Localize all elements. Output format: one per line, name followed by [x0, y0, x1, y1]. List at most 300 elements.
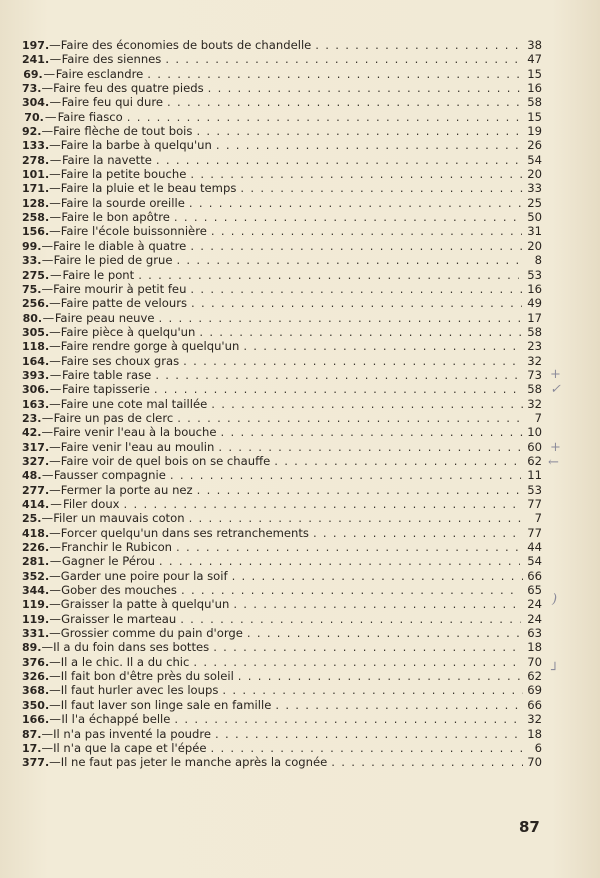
list-item [22, 397, 542, 411]
entry-expression: Filer doux [63, 497, 120, 511]
entry-dash: — [49, 195, 61, 210]
dot-leader [165, 52, 520, 66]
entry-number: 377. [22, 756, 50, 770]
entry-page-ref: 15 [527, 66, 542, 81]
entry-expression: Faire tapisserie [62, 382, 150, 397]
entry-dash: — [49, 525, 61, 540]
entry-dash: — [50, 267, 62, 282]
entry-dash: — [49, 52, 62, 67]
dot-leader [238, 669, 523, 683]
entry-expression: Il a le chic. Il a du chic [60, 654, 190, 669]
entry-page-ref: 8 [534, 253, 542, 268]
entry-number: 119. [22, 598, 50, 612]
entry-expression: Il faut hurler avec les loups [60, 683, 219, 698]
entry-dash: — [43, 66, 56, 81]
list-item [22, 569, 542, 583]
entry-number: 17. [22, 741, 42, 755]
entry-page-ref: 10 [527, 425, 542, 440]
list-item [22, 282, 542, 296]
dot-leader [190, 239, 521, 253]
dot-leader [167, 95, 520, 109]
entry-page-ref: 58 [527, 324, 542, 339]
entry-page-ref: 58 [527, 95, 543, 110]
list-item [22, 311, 542, 325]
entry-number: 42. [22, 426, 42, 440]
entry-page-ref: 16 [527, 281, 543, 296]
entry-page-ref: 62 [527, 669, 542, 684]
entry-dash: — [49, 583, 61, 598]
dot-leader [177, 411, 521, 425]
entry-number: 25. [22, 512, 42, 526]
entry-dash: — [49, 626, 61, 641]
entry-number: 163. [22, 397, 50, 411]
entry-page-ref: 18 [527, 640, 542, 655]
entry-number: 101. [22, 168, 50, 182]
entry-page-ref: 32 [527, 353, 542, 368]
entry-dash: — [49, 367, 62, 382]
pencil-mark-icon: + [550, 440, 561, 455]
entry-number: 128. [22, 196, 50, 210]
entry-number: 241. [22, 53, 50, 67]
list-item [22, 554, 542, 568]
entry-expression: Faire des économies de bouts de chandelle [60, 38, 312, 52]
entry-page-ref: 32 [527, 712, 542, 727]
entry-dash: — [41, 511, 54, 526]
entry-page-ref: 53 [527, 267, 542, 282]
list-item [22, 683, 542, 697]
page-number: 87 [519, 818, 540, 836]
dot-leader [274, 454, 523, 468]
entry-number: 393. [22, 368, 50, 382]
entry-expression: Faire le diable à quatre [53, 238, 187, 253]
entry-number: 99. [22, 239, 42, 253]
list-item [22, 597, 542, 611]
dot-leader [138, 268, 519, 282]
entry-expression: Faire voir de quel bois on se chauffe [60, 453, 271, 468]
entry-number: 48. [22, 469, 42, 483]
dot-leader [197, 483, 522, 497]
list-item [22, 196, 542, 210]
list-item [22, 612, 542, 626]
entry-number: 368. [22, 684, 50, 698]
dot-leader [243, 339, 523, 353]
dot-leader [176, 540, 521, 554]
list-item [22, 540, 542, 554]
entry-number: 275. [22, 268, 50, 282]
dot-leader [190, 282, 521, 296]
entry-number: 317. [22, 440, 50, 454]
pencil-mark-icon: ┘ [551, 663, 559, 678]
list-item [22, 95, 542, 109]
entry-dash: — [49, 396, 61, 411]
entry-page-ref: 15 [527, 109, 542, 124]
list-item [22, 210, 542, 224]
list-item [22, 253, 542, 267]
entry-number: 75. [22, 282, 42, 296]
dot-leader [181, 583, 521, 597]
entry-dash: — [49, 296, 61, 311]
entry-page-ref: 32 [527, 396, 542, 411]
entry-expression: Faire table rase [61, 367, 152, 382]
entry-expression: Faire feu qui dure [61, 95, 164, 110]
entry-page-ref: 18 [527, 726, 542, 741]
entry-expression: Faire le bon apôtre [61, 210, 170, 225]
entry-dash: — [41, 238, 54, 253]
index-list [22, 38, 542, 770]
entry-expression: Il fait bon d'être près du soleil [60, 669, 234, 684]
dot-leader [176, 253, 520, 267]
dot-leader [232, 569, 524, 583]
entry-expression: Faire des siennes [61, 52, 162, 67]
list-item [22, 67, 542, 81]
entry-page-ref: 20 [527, 238, 542, 253]
entry-dash: — [49, 568, 61, 583]
dot-leader [159, 554, 520, 568]
entry-number: 258. [22, 211, 50, 225]
entry-number: 118. [22, 340, 50, 354]
entry-expression: Grossier comme du pain d'orge [60, 626, 243, 641]
dot-leader [210, 741, 522, 755]
entry-expression: Faire venir l'eau au moulin [60, 439, 215, 454]
entry-number: 156. [22, 225, 50, 239]
entry-expression: Fausser compagnie [53, 468, 166, 483]
entry-dash: — [49, 697, 61, 712]
entry-dash: — [49, 683, 61, 698]
dot-leader [222, 683, 523, 697]
dot-leader [211, 397, 522, 411]
list-item [22, 698, 542, 712]
list-item [22, 511, 542, 525]
dot-leader [213, 640, 522, 654]
entry-number: 89. [22, 641, 42, 655]
entry-number: 344. [22, 584, 50, 598]
dot-leader [170, 468, 521, 482]
entry-dash: — [41, 253, 54, 268]
entry-page-ref: 66 [527, 697, 542, 712]
entry-dash: — [49, 382, 62, 397]
dot-leader [211, 224, 523, 238]
list-item [22, 483, 542, 497]
list-item [22, 712, 542, 726]
entry-page-ref: 62 [527, 453, 542, 468]
entry-page-ref: 54 [527, 152, 543, 167]
entry-number: 33. [22, 254, 42, 268]
entry-page-ref: 24 [527, 597, 542, 612]
entry-number: 281. [22, 555, 50, 569]
entry-expression: Franchir le Rubicon [61, 540, 173, 555]
entry-expression: Faire pièce à quelqu'un [60, 324, 196, 339]
entry-expression: Faire fiasco [57, 109, 123, 124]
entry-dash: — [42, 310, 55, 325]
entry-page-ref: 23 [527, 339, 542, 354]
entry-number: 256. [22, 297, 50, 311]
pencil-mark-icon: ) [552, 592, 558, 607]
entry-expression: Faire une cote mal taillée [60, 396, 208, 411]
entry-dash: — [49, 38, 61, 52]
list-item [22, 368, 542, 382]
dot-leader [199, 325, 522, 339]
list-item [22, 468, 542, 482]
entry-number: 277. [22, 483, 50, 497]
dot-leader [189, 196, 522, 210]
list-item [22, 669, 542, 683]
entry-expression: Faire esclandre [55, 66, 144, 81]
dot-leader [156, 153, 520, 167]
list-item [22, 138, 542, 152]
dot-leader [331, 755, 523, 769]
entry-page-ref: 66 [527, 568, 542, 583]
entry-number: 352. [22, 569, 50, 583]
entry-dash: — [49, 540, 61, 555]
entry-dash: — [41, 740, 54, 755]
entry-number: 133. [22, 139, 50, 153]
dot-leader [155, 368, 520, 382]
entry-number: 376. [22, 655, 50, 669]
entry-page-ref: 31 [527, 224, 542, 239]
entry-dash: — [49, 210, 62, 225]
entry-page-ref: 73 [527, 367, 542, 382]
entry-dash: — [49, 167, 61, 182]
list-item [22, 38, 542, 52]
entry-expression: Faire peau neuve [54, 310, 155, 325]
entry-dash: — [49, 138, 61, 153]
entry-number: 73. [22, 82, 42, 96]
entry-number: 418. [22, 526, 50, 540]
list-item [22, 382, 542, 396]
entry-expression: Faire le pied de grue [53, 253, 173, 268]
entry-page-ref: 25 [527, 195, 542, 210]
entry-page-ref: 24 [527, 611, 543, 626]
entry-expression: Faire la pluie et le beau temps [60, 181, 237, 196]
dot-leader [315, 38, 523, 52]
entry-dash: — [49, 224, 61, 239]
entry-dash: — [50, 497, 62, 511]
entry-expression: Gober des mouches [61, 583, 177, 598]
entry-number: 119. [22, 612, 50, 626]
entry-expression: Il a du foin dans ses bottes [53, 640, 210, 655]
list-item [22, 181, 542, 195]
list-item [22, 583, 542, 597]
entry-expression: Gagner le Pérou [61, 554, 155, 569]
entry-expression: Il n'a pas inventé la poudre [53, 726, 212, 741]
entry-dash: — [49, 669, 61, 684]
dot-leader [180, 612, 521, 626]
entry-expression: Faire venir l'eau à la bouche [53, 425, 217, 440]
entry-page-ref: 54 [527, 554, 542, 569]
entry-number: 197. [22, 39, 50, 52]
entry-page-ref: 60 [527, 439, 542, 454]
entry-page-ref: 20 [527, 167, 542, 182]
entry-expression: Graisser le marteau [61, 611, 177, 626]
dot-leader [218, 440, 522, 454]
entry-dash: — [41, 468, 54, 483]
entry-expression: Faire la petite bouche [60, 167, 187, 182]
list-item [22, 727, 542, 741]
entry-expression: Faire la sourde oreille [60, 195, 185, 210]
entry-expression: Il faut laver son linge sale en famille [60, 697, 272, 712]
entry-expression: Faire flèche de tout bois [53, 124, 193, 139]
entry-page-ref: 70 [527, 755, 542, 770]
entry-dash: — [41, 640, 54, 655]
entry-number: 331. [22, 627, 50, 641]
entry-number: 327. [22, 454, 50, 468]
dot-leader [174, 712, 520, 726]
entry-page-ref: 77 [527, 497, 542, 511]
entry-expression: Il l'a échappé belle [61, 712, 171, 727]
entry-dash: — [49, 554, 62, 569]
dot-leader [208, 81, 523, 95]
list-item [22, 741, 542, 755]
dot-leader [240, 181, 523, 195]
dot-leader [190, 167, 521, 181]
list-item [22, 655, 542, 669]
entry-dash: — [49, 654, 61, 669]
list-item [22, 325, 542, 339]
dot-leader [215, 727, 523, 741]
entry-number: 164. [22, 354, 50, 368]
entry-number: 350. [22, 698, 50, 712]
list-item [22, 339, 542, 353]
entry-expression: Faire feu des quatre pieds [53, 81, 204, 96]
entry-number: 80. [22, 311, 43, 325]
dot-leader [247, 626, 523, 640]
list-item [22, 167, 542, 181]
dot-leader [183, 354, 521, 368]
entry-dash: — [49, 353, 61, 368]
entry-page-ref: 50 [527, 210, 542, 225]
list-item [22, 411, 542, 425]
entry-expression: Fermer la porte au nez [60, 482, 193, 497]
entry-expression: Faire un pas de clerc [53, 410, 174, 425]
entry-page-ref: 69 [527, 683, 542, 698]
pencil-mark-icon: ← [548, 455, 559, 470]
entry-number: 305. [22, 325, 50, 339]
entry-page-ref: 7 [534, 410, 542, 425]
dot-leader [196, 124, 521, 138]
list-item [22, 626, 542, 640]
entry-number: 92. [22, 125, 42, 139]
entry-page-ref: 63 [527, 626, 542, 641]
list-item [22, 354, 542, 368]
entry-number: 23. [22, 411, 42, 425]
list-item [22, 497, 542, 511]
entry-dash: — [49, 755, 61, 770]
entry-page-ref: 17 [527, 310, 542, 325]
entry-dash: — [49, 152, 62, 167]
entry-page-ref: 77 [527, 525, 542, 540]
entry-number: 278. [22, 153, 50, 167]
dot-leader [147, 67, 519, 81]
list-item [22, 755, 542, 769]
entry-number: 171. [22, 182, 50, 196]
entry-number: 326. [22, 670, 50, 684]
entry-page-ref: 11 [527, 468, 542, 483]
list-item [22, 454, 542, 468]
list-item [22, 110, 542, 124]
entry-expression: Faire la barbe à quelqu'un [60, 138, 212, 153]
dot-leader [189, 511, 522, 525]
dot-leader [221, 425, 523, 439]
entry-dash: — [49, 95, 62, 110]
entry-expression: Graisser la patte à quelqu'un [60, 597, 230, 612]
entry-dash: — [41, 410, 54, 425]
list-item [22, 296, 542, 310]
entry-expression: Forcer quelqu'un dans ses retranchements [60, 525, 309, 540]
entry-number: 70. [24, 110, 44, 124]
entry-dash: — [41, 425, 54, 440]
dot-leader [127, 110, 519, 124]
list-item [22, 640, 542, 654]
entry-page-ref: 16 [527, 81, 542, 96]
dot-leader [313, 526, 523, 540]
entry-page-ref: 58 [527, 382, 542, 397]
entry-number: 304. [22, 96, 50, 110]
entry-page-ref: 65 [527, 583, 543, 598]
pencil-mark-icon: + [550, 367, 561, 382]
entry-number: 226. [22, 541, 50, 555]
entry-page-ref: 70 [527, 654, 542, 669]
dot-leader [193, 655, 521, 669]
dot-leader [154, 382, 520, 396]
entry-page-ref: 44 [527, 540, 542, 555]
entry-page-ref: 33 [527, 181, 542, 196]
entry-dash: — [41, 124, 54, 139]
entry-expression: Filer un mauvais coton [53, 511, 185, 526]
pencil-mark-icon: ✓ [550, 382, 561, 397]
list-item [22, 124, 542, 138]
entry-number: 69. [23, 67, 43, 81]
entry-page-ref: 7 [534, 511, 543, 526]
entry-dash: — [49, 453, 61, 468]
entry-page-ref: 38 [527, 38, 542, 52]
entry-dash: — [41, 81, 54, 96]
entry-expression: Garder une poire pour la soif [60, 568, 228, 583]
dot-leader [174, 210, 521, 224]
entry-dash: — [49, 597, 61, 612]
entry-expression: Faire mourir à petit feu [53, 281, 187, 296]
dot-leader [216, 138, 523, 152]
entry-page-ref: 6 [534, 740, 542, 755]
list-item [22, 526, 542, 540]
entry-expression: Faire la navette [61, 152, 152, 167]
list-item [22, 425, 542, 439]
entry-dash: — [49, 324, 61, 339]
list-item [22, 153, 542, 167]
entry-dash: — [49, 439, 61, 454]
entry-number: 166. [22, 713, 50, 727]
entry-expression: Il ne faut pas jeter le manche après la cognée [60, 755, 328, 770]
entry-expression: Il n'a que la cape et l'épée [53, 740, 207, 755]
entry-expression: Faire ses choux gras [61, 353, 180, 368]
entry-dash: — [41, 726, 54, 741]
list-item [22, 224, 542, 238]
entry-page-ref: 53 [527, 482, 542, 497]
list-item [22, 268, 542, 282]
entry-page-ref: 26 [527, 138, 542, 153]
dot-leader [275, 698, 523, 712]
entry-dash: — [49, 339, 61, 354]
entry-number: 87. [22, 727, 42, 741]
list-item [22, 239, 542, 253]
entry-dash: — [49, 611, 61, 626]
entry-expression: Faire l'école buissonnière [60, 224, 207, 239]
list-item [22, 52, 542, 66]
entry-dash: — [49, 482, 61, 497]
entry-number: 414. [22, 498, 50, 511]
entry-dash: — [49, 181, 61, 196]
entry-expression: Faire le pont [62, 267, 135, 282]
dot-leader [159, 311, 520, 325]
